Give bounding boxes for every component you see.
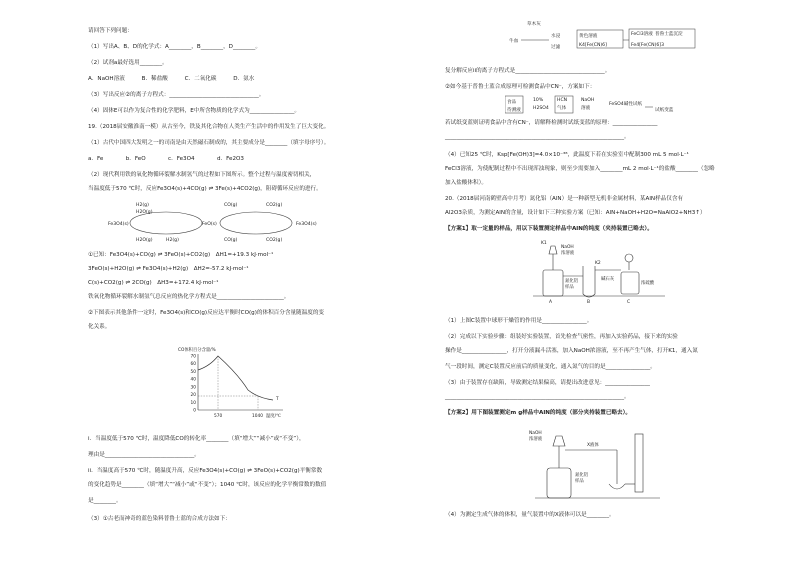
graph-ytick: 30 (190, 385, 196, 391)
scheme-label: 水浸 (551, 34, 561, 39)
apparatus-label: 氮化铝 (575, 473, 589, 478)
cycle-label: CO(g) (224, 203, 238, 208)
cycle-diagram (106, 198, 336, 248)
scheme-label: FeCl3溶液 (631, 32, 653, 37)
scheme-label: 黄色溶液 (579, 34, 598, 39)
text-line: 的变化趋势是________（填“增大”“减小”或“不变”）；1040 ℃时，该反应的化学平衡常数的数值 (88, 482, 327, 488)
apparatus-label: 浓溶液 (529, 437, 543, 442)
cycle-node: Fe3O4(s) (108, 222, 129, 227)
text-line: 铁氧化物循环裂解水制氢气总反应的热化学方程式是________________________。 (88, 294, 290, 300)
apparatus-label: C (627, 300, 631, 305)
text-line: A．NaOH溶液 B．稀盐酸 C．二氧化碳 D．氨水 (88, 76, 255, 82)
text-line: 气一段时间，测定C装置反应前后的质量变化，通入氮气的目的是________________。 (445, 364, 656, 370)
cycle-node: Fe3O4(s) (296, 222, 317, 227)
text-line: ②如今基于普鲁士蓝合成原理可检测食品中CN⁻，方案如下： (445, 84, 596, 90)
text-line: （2）试剂a最好选用________。 (88, 60, 168, 66)
graph-xlabel: 温度/℃ (266, 414, 281, 419)
graph-ytick: 20 (190, 393, 196, 399)
question-19-intro: 19.（2018届安徽淮南一模）从古至今，铁及其化合物在人类生产生活中的作用发生了巨大变化。 (88, 124, 330, 130)
text-line: ①已知：Fe3O4(s)+CO(g) ⇌ 3FeO(s)+CO2(g) ΔH1=+19.3 kJ·mol⁻¹ (88, 252, 274, 258)
apparatus-label: 样品 (565, 285, 574, 290)
text-line: 若试纸变蓝则证明食品中含有CN⁻，请解释检测时试纸变蓝的原理：________________ (445, 120, 658, 126)
scheme-label: 过滤 (551, 45, 561, 50)
scheme-label: 溶液 (581, 106, 591, 111)
graph-ytick: 0 (193, 408, 196, 414)
cn-detection-scheme (505, 94, 705, 116)
apparatus-label: B (587, 300, 591, 305)
text-line: 加入盐酸体积）。 (445, 180, 487, 186)
text-line: ________________________________________________________________。 (445, 394, 630, 400)
scheme-label: 普鲁士蓝沉淀 (655, 32, 683, 37)
options-line: a．Fe b．FeO c．Fe3O4 d．Fe2O3 (88, 156, 244, 162)
graph-curve-label: T (276, 397, 279, 402)
cycle-label: CO2(g) (266, 238, 283, 243)
cycle-label: CO(g) (224, 238, 238, 243)
text-line: 请回答下列问题： (88, 28, 133, 34)
text-line: 复分解反应ii的离子方程式是________________________________。 (445, 68, 611, 74)
scheme-label: FeSO4碱性试纸 (609, 102, 643, 107)
apparatus-label: 氮化铝 (565, 279, 579, 284)
cycle-label: H2O(g) (136, 238, 153, 243)
text-line: （1）古代中国四大发明之一的司南是由天然磁石制成的，其主要成分是________（填字母序号）。 (88, 140, 330, 146)
co-temperature-graph (178, 346, 298, 426)
text-line: ②下图表示其他条件一定时，Fe3O4(s)和CO(g)反应达平衡时CO(g)的体积百分含量随温度的变 (88, 310, 325, 316)
apparatus-label: NaOH (561, 245, 574, 250)
apparatus-2 (525, 424, 675, 504)
apparatus-label: NaOH (529, 431, 542, 436)
apparatus-label: 浓溶液 (561, 251, 575, 256)
text-line: 3FeO(s)+H2O(g) ⇌ Fe3O4(s)+H2(g) ΔH2=-57.2 kJ·mol⁻¹ (88, 266, 249, 272)
graph-xtick: 570 (214, 414, 223, 419)
scheme-label: 草木灰 (527, 22, 541, 27)
plan-2-heading: 【方案2】用下图装置测定m g样品中AlN的纯度（部分夹持装置已略去）。 (445, 410, 632, 416)
question-20-intro: 20.（2018届河南鹤壁高中月考）氮化铝（AlN）是一种新型无机非金属材料，某AlN样品仅含有 (445, 196, 684, 202)
text-line: （3）由于装置存在缺陷，导致测定结果偏高，请提出改进意见：________________ (445, 380, 650, 386)
text-line: （2）现代利用铁的氧化物循环裂解水制氢气的过程如下图所示。整个过程与温度密切相关， (88, 172, 316, 178)
plan-1-heading: 【方案1】取一定量的样品，用以下装置测定样品中AlN的纯度（夹持装置已略去）。 (445, 226, 653, 232)
scheme-label: 气体 (557, 106, 567, 111)
apparatus-label: X液体 (587, 443, 599, 448)
apparatus-label: K2 (595, 261, 601, 266)
text-line: 是________。 (88, 498, 122, 504)
text-line: ii．当温度高于570 ℃时，随温度升高，反应Fe3O4(s)+CO(g) ⇌ 3FeO(s)+CO2(g)平衡常数 (88, 468, 323, 474)
scheme-label: NaOH (581, 98, 595, 103)
text-line: 当温度低于570 ℃时，反应Fe3O4(s)+4CO(g) ⇌ 3Fe(s)+4CO2(g)，阻碍循环反应的进行。 (88, 186, 322, 192)
apparatus-label: 浓硫酸 (641, 281, 655, 286)
text-line: （4）已知25 ℃时，Ksp[Fe(OH)3]=4.0×10⁻³⁸，此温度下若在实验室中配制300 mL 5 mol·L⁻¹ (445, 152, 689, 158)
text-line: （2）完成以下实验步骤：组装好实验装置，首先检查气密性，再加入实验药品，接下来的实验 (445, 334, 678, 340)
cycle-label: H2(g) (166, 238, 179, 243)
text-line: （3）写出反应②的离子方程式：________________________________。 (88, 92, 265, 98)
scheme-label: H2SO4 (533, 106, 549, 111)
cycle-label: CO2(g) (266, 203, 283, 208)
cycle-node: FeO(s) (202, 222, 217, 227)
cycle-label: H2O(g) (136, 210, 153, 215)
text-line: 理由是________________________________。 (88, 452, 200, 458)
scheme-label: 待测液 (507, 108, 521, 113)
scheme-label: K4[Fe(CN)6] (579, 43, 607, 48)
graph-ytick: 50 (190, 369, 196, 375)
text-line: FeCl3溶液，为使配制过程中不出现浑浊现象，则至少需要加入________mL 2 mol·L⁻¹的盐酸________（忽略 (445, 166, 715, 172)
apparatus-label: 碱石灰 (601, 277, 615, 282)
scheme-label: 10% (533, 98, 544, 103)
graph-ytick: 40 (190, 377, 196, 383)
text-line: 化关系。 (88, 324, 111, 330)
apparatus-label: K1 (541, 241, 547, 246)
scheme-label: 牛血 (509, 39, 519, 44)
apparatus-label: A (549, 300, 553, 305)
graph-ytick: 10 (190, 400, 196, 406)
text-line: i．当温度低于570 ℃时，温度降低CO的转化率________（填“增大”“减小”或“不变”）， (88, 436, 305, 442)
text-line: （3）①古老而神奇的蓝色染料普鲁士蓝的合成方法如下： (88, 516, 231, 522)
apparatus-1 (525, 236, 675, 306)
text-line: C(s)+CO2(g) ⇌ 2CO(g) ΔH3=+172.4 kJ·mol⁻¹ (88, 280, 219, 286)
scheme-label: 食品 (507, 100, 517, 105)
apparatus-label: 样品 (575, 479, 584, 484)
scheme-label: Fe4[Fe(CN)6]3 (631, 43, 665, 48)
scheme-label: HCN (557, 98, 568, 103)
text-line: 操作是________________，打开分液漏斗活塞，加入NaOH浓溶液，至不再产生气体，打开K1，通入氮 (445, 348, 698, 354)
scheme-label: 试纸变蓝 (655, 108, 674, 113)
graph-xtick: 1040 (252, 414, 263, 419)
text-line: ________________________________________________________________。 (445, 134, 630, 140)
text-line: （4）为测定生成气体的体积，量气装置中的X液体可以是________。 (445, 512, 615, 518)
cycle-label: H2(g) (136, 203, 149, 208)
prussian-blue-scheme (505, 18, 715, 58)
text-line: （1）上图C装置中球形干燥管的作用是________________。 (445, 318, 593, 324)
graph-ylabel: CO体积百分含量/% (178, 348, 216, 353)
text-line: Al2O3杂质，为测定AlN的含量，设计如下三种实验方案（已知：AlN+NaOH+H2O=NaAlO2+NH3↑） (445, 210, 706, 216)
text-line: （1）写出A、B、D的化学式：A________，B________，D________。 (88, 44, 261, 50)
graph-ytick: 60 (190, 362, 196, 368)
graph-ytick: 70 (190, 354, 196, 360)
text-line: （4）固体E可以作为复合性的化学肥料，E中所含物质的化学式为________________。 (88, 108, 301, 114)
graph-curve (198, 356, 273, 400)
